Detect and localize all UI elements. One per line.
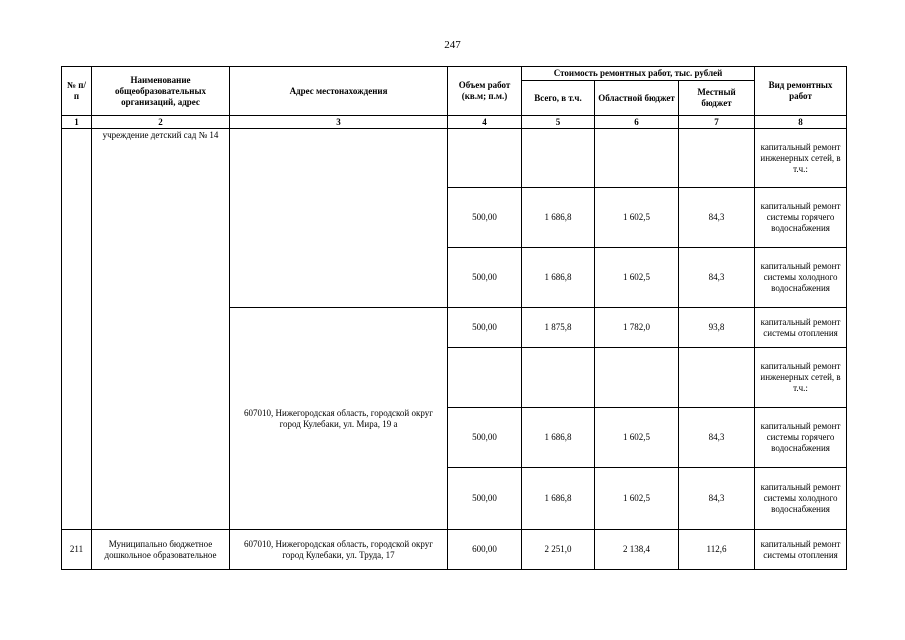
regional-cell: 1 602,5: [595, 188, 679, 248]
kind-cell: капитальный ремонт системы холодного водоснабжения: [755, 248, 847, 308]
table-row: [62, 129, 847, 188]
repair-works-table: [61, 66, 847, 570]
regional-cell: [595, 348, 679, 408]
total-cell: [522, 129, 595, 188]
header-number: № п/п: [62, 67, 92, 116]
address-cell: 607010, Нижегородская область, городской округ город Кулебаки, ул. Труда, 17: [230, 530, 448, 570]
regional-cell: [595, 129, 679, 188]
row-number-cell: [62, 129, 92, 530]
volume-cell: [448, 129, 522, 188]
header-volume: Объем работ (кв.м; п.м.): [448, 67, 522, 116]
header-local: Местный бюджет: [679, 81, 755, 116]
kind-cell: капитальный ремонт системы отопления: [755, 308, 847, 348]
page-number: 247: [444, 39, 461, 51]
kind-cell: капитальный ремонт системы горячего водоснабжения: [755, 408, 847, 468]
column-numbers-row: [62, 116, 847, 129]
organization-cell: Муниципально бюджетное дошкольное образовательное: [92, 530, 230, 570]
regional-cell: 2 138,4: [595, 530, 679, 570]
column-number: 5: [522, 116, 595, 129]
header-total: Всего, в т.ч.: [522, 81, 595, 116]
volume-cell: 500,00: [448, 308, 522, 348]
column-number: 1: [62, 116, 92, 129]
kind-cell: капитальный ремонт системы горячего водоснабжения: [755, 188, 847, 248]
regional-cell: 1 782,0: [595, 308, 679, 348]
header-cost-group: Стоимость ремонтных работ, тыс. рублей: [522, 67, 755, 81]
row-number-cell: 211: [62, 530, 92, 570]
kind-cell: капитальный ремонт системы холодного водоснабжения: [755, 468, 847, 530]
volume-cell: 500,00: [448, 408, 522, 468]
volume-cell: 500,00: [448, 248, 522, 308]
total-cell: 1 686,8: [522, 408, 595, 468]
column-number: 7: [679, 116, 755, 129]
local-cell: 84,3: [679, 468, 755, 530]
volume-cell: 500,00: [448, 468, 522, 530]
regional-cell: 1 602,5: [595, 468, 679, 530]
column-number: 8: [755, 116, 847, 129]
kind-cell: капитальный ремонт инженерных сетей, в т.ч.:: [755, 129, 847, 188]
header-organization: Наименование общеобразовательных организаций, адрес: [92, 67, 230, 116]
total-cell: 1 686,8: [522, 468, 595, 530]
local-cell: 112,6: [679, 530, 755, 570]
address-cell: [230, 129, 448, 308]
total-cell: [522, 348, 595, 408]
volume-cell: 500,00: [448, 188, 522, 248]
local-cell: [679, 129, 755, 188]
total-cell: 1 686,8: [522, 248, 595, 308]
local-cell: 93,8: [679, 308, 755, 348]
organization-cell: учреждение детский сад № 14: [92, 129, 230, 530]
column-number: 3: [230, 116, 448, 129]
local-cell: [679, 348, 755, 408]
total-cell: 1 875,8: [522, 308, 595, 348]
header-address: Адрес местонахождения: [230, 67, 448, 116]
address-cell: 607010, Нижегородская область, городской округ город Кулебаки, ул. Мира, 19 а: [230, 308, 448, 530]
header-row: [62, 67, 847, 81]
table-row: [62, 530, 847, 570]
volume-cell: 600,00: [448, 530, 522, 570]
column-number: 4: [448, 116, 522, 129]
column-number: 6: [595, 116, 679, 129]
kind-cell: капитальный ремонт инженерных сетей, в т.ч.:: [755, 348, 847, 408]
regional-cell: 1 602,5: [595, 248, 679, 308]
local-cell: 84,3: [679, 248, 755, 308]
regional-cell: 1 602,5: [595, 408, 679, 468]
header-regional: Областной бюджет: [595, 81, 679, 116]
header-kind: Вид ремонтных работ: [755, 67, 847, 116]
column-number: 2: [92, 116, 230, 129]
volume-cell: [448, 348, 522, 408]
kind-cell: капитальный ремонт системы отопления: [755, 530, 847, 570]
local-cell: 84,3: [679, 188, 755, 248]
total-cell: 2 251,0: [522, 530, 595, 570]
local-cell: 84,3: [679, 408, 755, 468]
total-cell: 1 686,8: [522, 188, 595, 248]
